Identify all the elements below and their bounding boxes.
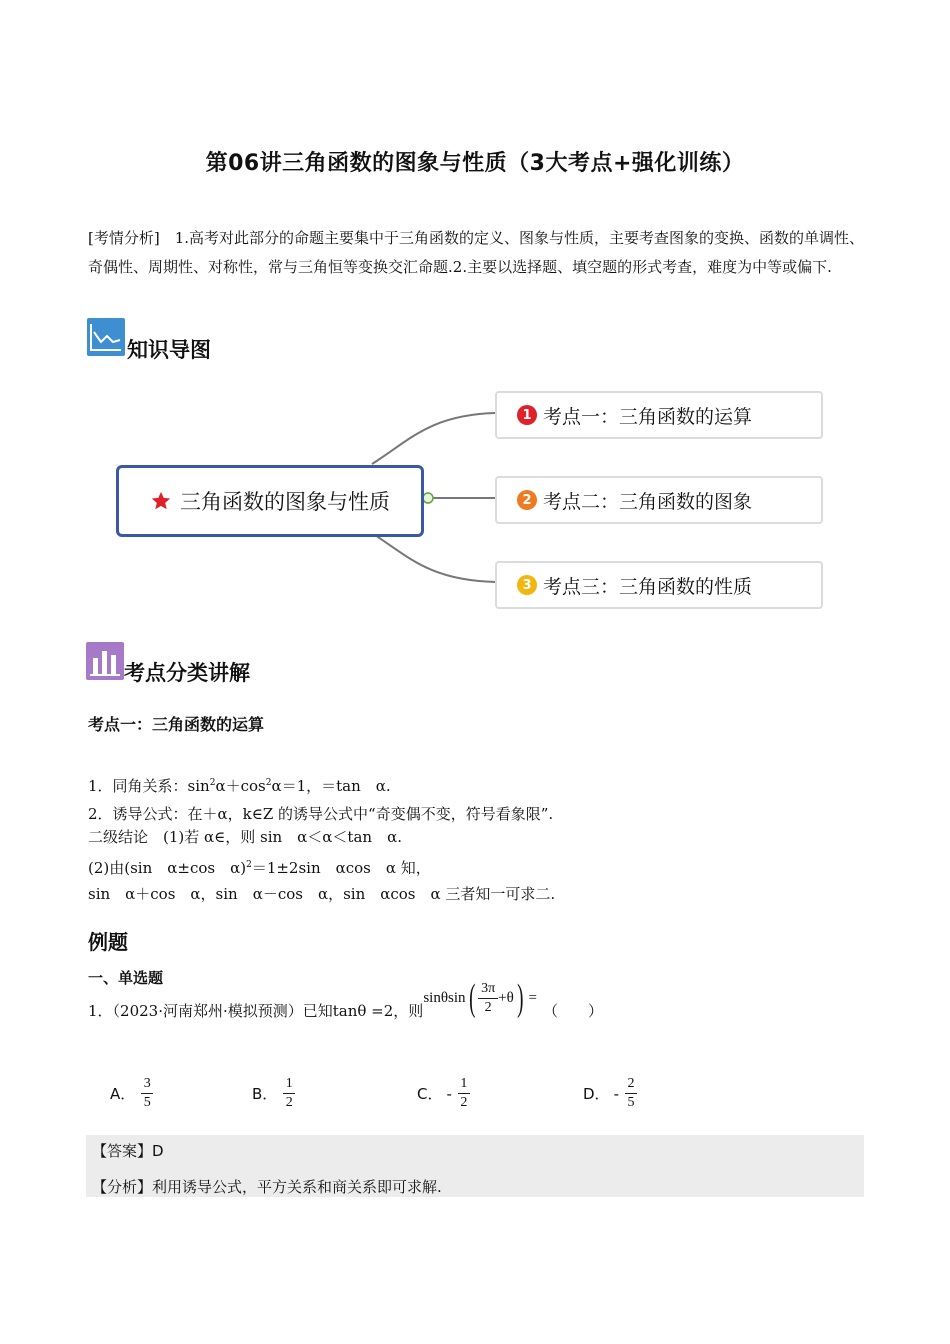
mindmap-branch-1 xyxy=(495,391,823,439)
option-c[interactable]: C． - $\frac{1}{2}$ xyxy=(417,1076,470,1111)
star-icon xyxy=(150,490,172,512)
formula-line-3: 二级结论 (1)若 α∈，则 sin α＜α＜tan α. xyxy=(88,828,402,846)
topic-title: 考点一：三角函数的运算 xyxy=(88,715,265,734)
fraction: $\frac{3\pi}{2}$ xyxy=(478,981,498,1016)
answer-value: D xyxy=(152,1142,164,1160)
option-b[interactable]: B． $\frac{1}{2}$ xyxy=(252,1076,295,1111)
expand-node-icon xyxy=(423,493,433,503)
connector-1 xyxy=(372,413,495,464)
connector-3 xyxy=(372,533,495,582)
mindmap-branch-label: 考点一：三角函数的运算 xyxy=(543,405,753,428)
question-type-heading: 一、单选题 xyxy=(88,969,164,987)
option-d[interactable]: D． - $\frac{2}{5}$ xyxy=(583,1076,637,1111)
fraction: $\frac{1}{2}$ xyxy=(283,1076,295,1111)
fraction: $\frac{3}{5}$ xyxy=(141,1076,153,1111)
formula-line-1: 1．同角关系：$\sin^2\alpha+\cos^2\alpha=1$，＝tan α. xyxy=(88,777,391,795)
mindmap-branch-3 xyxy=(495,561,823,609)
section-title-topics: 考点分类讲解 xyxy=(124,661,250,685)
examples-title: 例题 xyxy=(88,930,128,954)
fraction: $\frac{2}{5}$ xyxy=(625,1076,637,1111)
page-title: 第06讲三角函数的图象与性质（3大考点+强化训练） xyxy=(205,151,745,176)
number-3-icon: 3 xyxy=(517,575,537,595)
mindmap-central-node xyxy=(116,465,424,537)
line-chart-icon xyxy=(87,318,125,356)
mindmap-branch-label: 考点三：三角函数的性质 xyxy=(543,575,753,598)
fraction: $\frac{1}{2}$ xyxy=(458,1076,470,1111)
bar-chart-icon xyxy=(86,642,124,680)
analysis-row: 【分析】利用诱导公式，平方关系和商关系即可求解. xyxy=(92,1178,442,1196)
exam-analysis-paragraph: [考情分析] 1.高考对此部分的命题主要集中于三角函数的定义、图象与性质，主要考查图象的变换、函数的单调性、奇偶性、周期性、对称性，常与三角恒等变换交汇命题.2.主要以选择题、填空题的形式考查，难度为中等或偏下. xyxy=(88,229,865,276)
analysis-text: 利用诱导公式，平方关系和商关系即可求解. xyxy=(152,1178,442,1196)
number-2-icon: 2 xyxy=(517,490,537,510)
section-title-mindmap: 知识导图 xyxy=(127,338,211,362)
number-1-icon: 1 xyxy=(517,405,537,425)
mindmap-central-label: 三角函数的图象与性质 xyxy=(180,490,390,514)
formula-line-2: 2．诱导公式：在＋α，k∈Z 的诱导公式中“奇变偶不变，符号看象限”. xyxy=(88,805,554,823)
answer-blank: （ ） xyxy=(542,1001,603,1020)
question-expression: sinθsin ( $\frac{3\pi}{2}$ +θ ) = xyxy=(423,977,537,1019)
mindmap-branch-label: 考点二：三角函数的图象 xyxy=(543,490,753,513)
question-stem: 1．（2023·河南郑州·模拟预测）已知tanθ =2，则 xyxy=(88,1001,424,1020)
formula-line-5: sin α＋cos α，sin α－cos α，sin αcos α 三者知一可求二. xyxy=(88,885,556,903)
formula-line-4: (2)由(sin α±cos α)$^2$＝1±2sin αcos α 知， xyxy=(88,859,431,877)
mindmap-branch-2 xyxy=(495,476,823,524)
answer-row: 【答案】D xyxy=(92,1142,164,1160)
option-a[interactable]: A． $\frac{3}{5}$ xyxy=(110,1076,153,1111)
